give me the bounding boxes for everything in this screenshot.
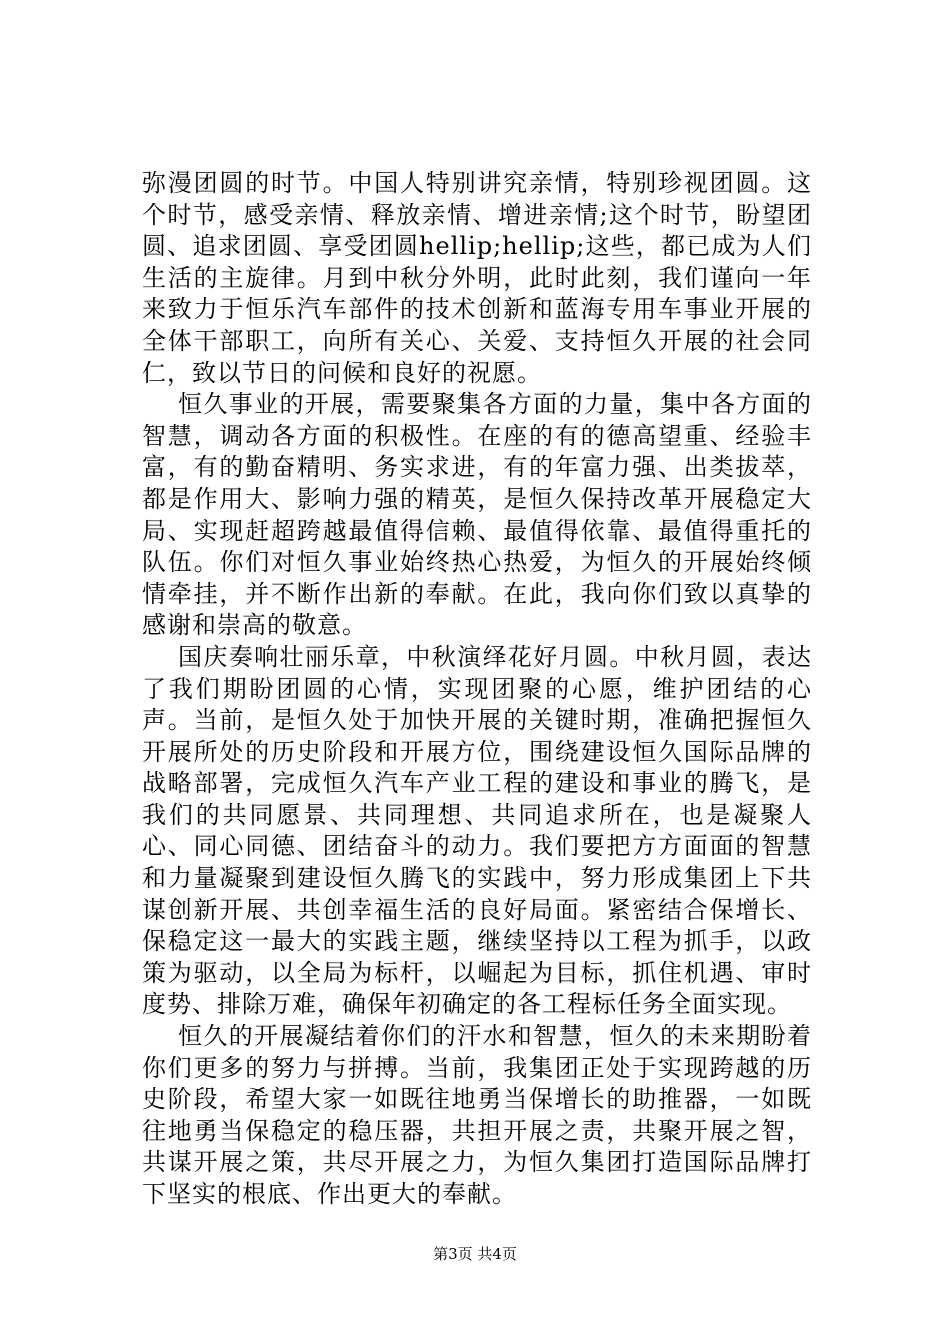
- paragraph-1: 弥漫团圆的时节。中国人特别讲究亲情，特别珍视团圆。这个时节，感受亲情、释放亲情、增进亲情;这个时节，盼望团圆、追求团圆、享受团圆hellip;hellip;这些，都已成为人们生活的主旋律。月到中秋分外明，此时此刻，我们谨向一年来致力于恒乐汽车部件的技术创新和蓝海专用车事业开展的全体干部职工，向所有关心、关爱、支持恒久开展的社会同仁，致以节日的问候和良好的祝愿。: [142, 169, 812, 387]
- paragraph-2: 恒久事业的开展，需要聚集各方面的力量，集中各方面的智慧，调动各方面的积极性。在座的有的德高望重、经验丰富，有的勤奋精明、务实求进，有的年富力强、出类拔萃，都是作用大、影响力强的精英，是恒久保持改革开展稳定大局、实现赶超跨越最值得信赖、最值得依靠、最值得重托的队伍。你们对恒久事业始终热心热爱，为恒久的开展始终倾情牵挂，并不断作出新的奉献。在此，我向你们致以真挚的感谢和崇高的敬意。: [142, 390, 812, 640]
- paragraph-4: 恒久的开展凝结着你们的汗水和智慧，恒久的未来期盼着你们更多的努力与拼搏。当前，我集团正处于实现跨越的历史阶段，希望大家一如既往地勇当保增长的助推器，一如既往地勇当保稳定的稳压器，共担开展之责，共聚开展之智，共谋开展之策，共尽开展之力，为恒久集团打造国际品牌打下坚实的根底、作出更大的奉献。: [142, 1022, 812, 1208]
- paragraph-3: 国庆奏响壮丽乐章，中秋演绎花好月圆。中秋月圆，表达了我们期盼团圆的心情，实现团聚的心愿，维护团结的心声。当前，是恒久处于加快开展的关键时期，准确把握恒久开展所处的历史阶段和开展方位，围绕建设恒久国际品牌的战略部署，完成恒久汽车产业工程的建设和事业的腾飞，是我们的共同愿景、共同理想、共同追求所在，也是凝聚人心、同心同德、团结奋斗的动力。我们要把方方面面的智慧和力量凝聚到建设恒久腾飞的实践中，努力形成集团上下共谋创新开展、共创幸福生活的良好局面。紧密结合保增长、保稳定这一最大的实践主题，继续坚持以工程为抓手，以政策为驱动，以全局为标杆，以崛起为目标，抓住机遇、审时度势、排除万难，确保年初确定的各工程标任务全面实现。: [142, 642, 812, 1019]
- body-text: [142, 168, 812, 1211]
- page-footer: 第3页 共4页: [433, 1245, 517, 1263]
